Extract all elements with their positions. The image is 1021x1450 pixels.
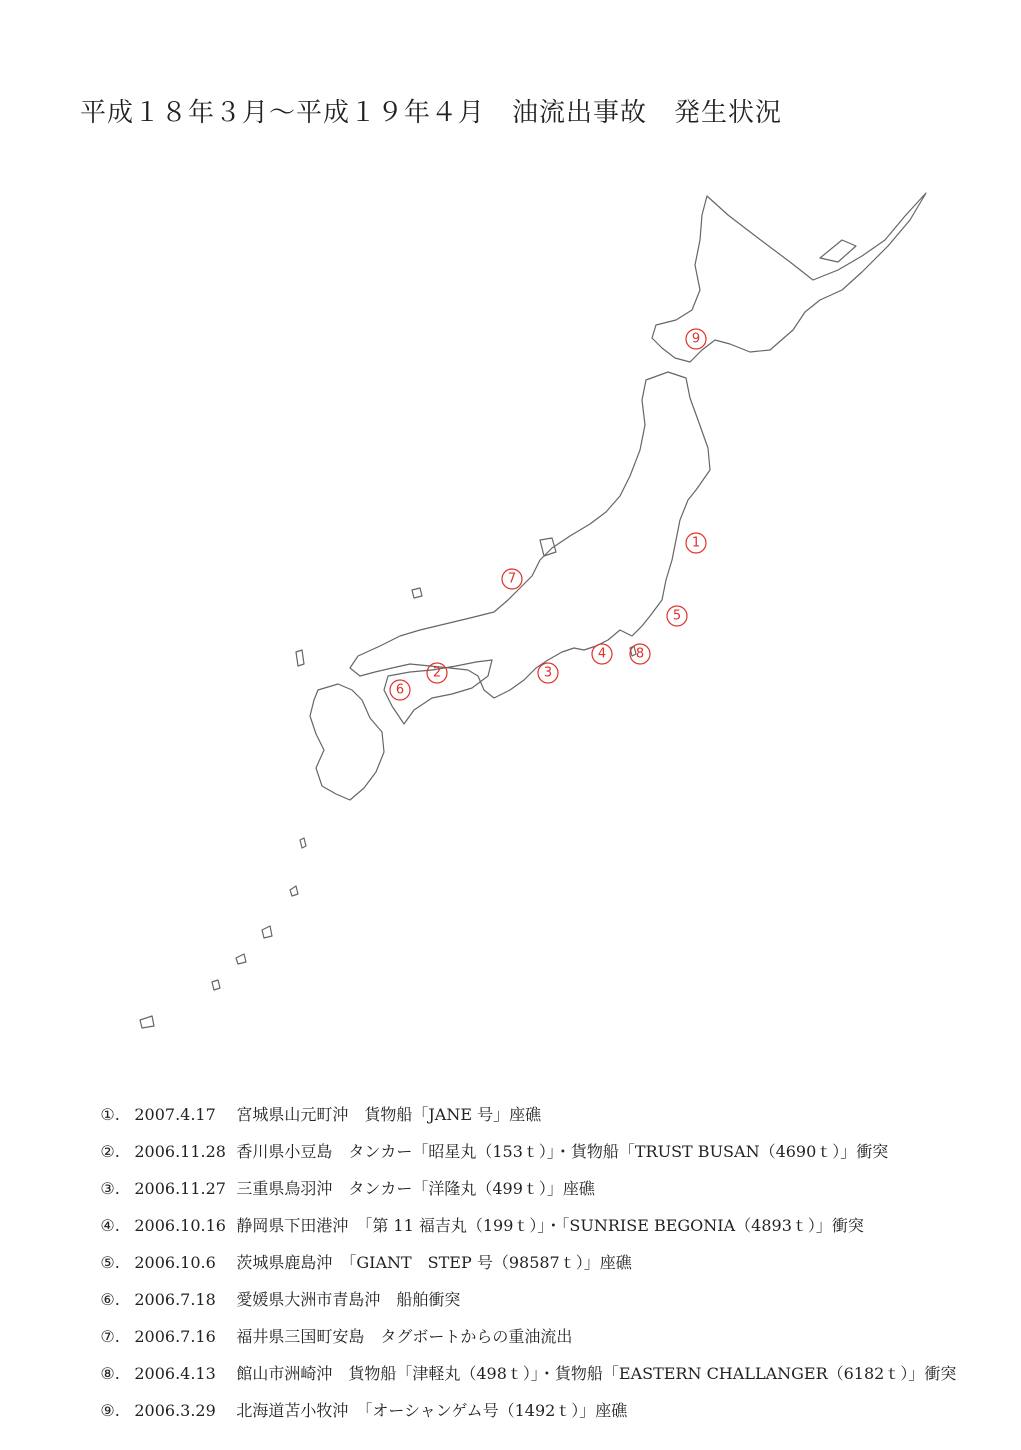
incident-date: 2006.11.27: [134, 1179, 226, 1198]
incident-number: ⑥.: [100, 1290, 120, 1309]
kuril-island: [820, 240, 856, 262]
incident-description: 館山市洲崎沖 貨物船「津軽丸（498ｔ）」・貨物船「EASTERN CHALLANGER（6182ｔ）」衝突: [236, 1364, 957, 1383]
marker-number: 7: [507, 571, 517, 587]
incident-list: [80, 1076, 957, 1420]
nansei-islands: [140, 838, 306, 1028]
incident-date: 2006.4.13: [134, 1364, 216, 1383]
page-title: 平成１８年３月～平成１９年４月 油流出事故 発生状況: [80, 98, 783, 128]
incident-date: 2006.10.6: [134, 1253, 216, 1272]
incident-number: ⑤.: [100, 1253, 120, 1272]
marker-number: 5: [672, 608, 682, 624]
incident-marker-8[interactable]: [630, 644, 650, 664]
marker-number: 9: [691, 331, 701, 347]
incident-marker-9[interactable]: [686, 329, 706, 349]
incident-marker-6[interactable]: [390, 680, 410, 700]
incident-number: ⑦.: [100, 1327, 120, 1346]
incident-marker-3[interactable]: [538, 663, 558, 683]
incident-description: 静岡県下田港沖 「第 11 福吉丸（199ｔ）」・「SUNRISE BEGONIA（4893ｔ）」衝突: [236, 1216, 864, 1235]
incident-number: ①.: [100, 1105, 120, 1124]
incident-number: ⑧.: [100, 1364, 120, 1383]
incident-marker-4[interactable]: [592, 644, 612, 664]
marker-number: 3: [543, 665, 553, 681]
incident-date: 2006.7.18: [134, 1290, 216, 1309]
incident-description: 三重県鳥羽沖 タンカー「洋隆丸（499ｔ）」座礁: [236, 1179, 595, 1198]
incident-date: 2006.3.29: [134, 1401, 216, 1420]
incident-description: 愛媛県大洲市青島沖 船舶衝突: [236, 1290, 461, 1309]
marker-number: 8: [635, 646, 645, 662]
incident-date: 2006.7.16: [134, 1327, 216, 1346]
incident-item-1: [80, 1076, 956, 1124]
incident-description: 北海道苫小牧沖 「オーシャンゲム号（1492ｔ）」座礁: [236, 1401, 628, 1420]
marker-number: 1: [691, 535, 701, 551]
incident-marker-7[interactable]: [502, 569, 522, 589]
tsushima-island: [296, 650, 304, 666]
incident-number: ④.: [100, 1216, 120, 1235]
oki-islands: [412, 588, 422, 598]
kyushu-coastline: [310, 684, 384, 800]
incident-date: 2007.4.17: [134, 1105, 216, 1124]
incident-description: 茨城県鹿島沖 「GIANT STEP 号（98587ｔ）」座礁: [236, 1253, 632, 1272]
marker-number: 6: [395, 682, 405, 698]
incident-marker-2[interactable]: [427, 663, 447, 683]
incident-description: 宮城県山元町沖 貨物船「JANE 号」座礁: [236, 1105, 542, 1124]
incident-date: 2006.10.16: [134, 1216, 226, 1235]
incident-number: ③.: [100, 1179, 120, 1198]
honshu-coastline: [350, 372, 710, 698]
incident-marker-5[interactable]: [667, 606, 687, 626]
incident-description: 香川県小豆島 タンカー「昭星丸（153ｔ）」・貨物船「TRUST BUSAN（4690ｔ）」衝突: [236, 1142, 889, 1161]
incident-marker-1[interactable]: [686, 533, 706, 553]
incident-number: ②.: [100, 1142, 120, 1161]
marker-number: 2: [432, 665, 442, 681]
incident-date: 2006.11.28: [134, 1142, 226, 1161]
incident-description: 福井県三国町安島 タグボートからの重油流出: [236, 1327, 573, 1346]
incident-number: ⑨.: [100, 1401, 120, 1420]
marker-number: 4: [597, 646, 607, 662]
